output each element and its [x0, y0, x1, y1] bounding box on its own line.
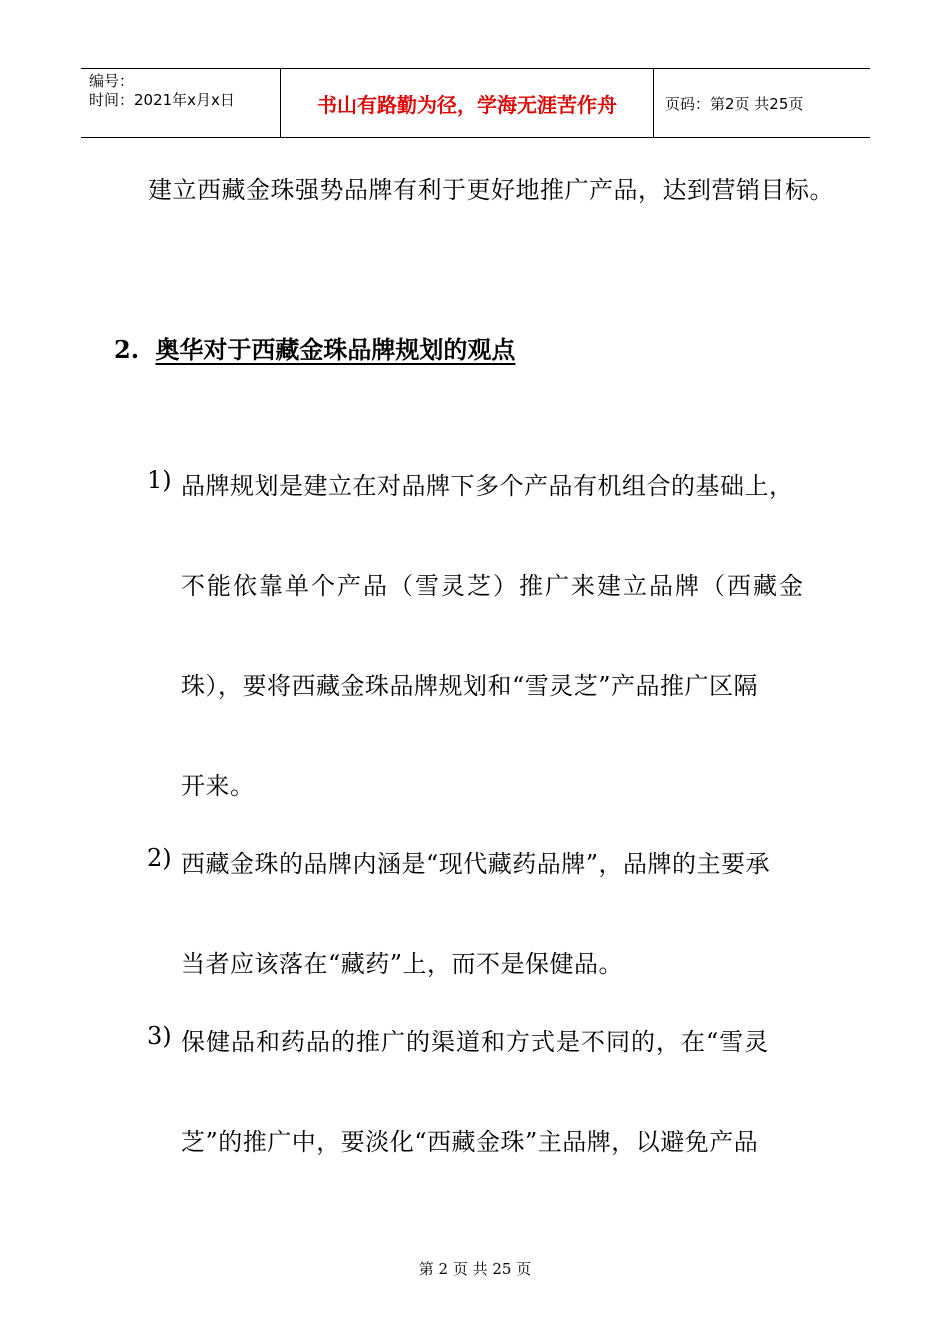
page-footer: 第 2 页 共 25 页: [418, 1260, 532, 1278]
item-line: 西藏金珠的品牌内涵是“现代藏药品牌”，品牌的主要承: [181, 850, 771, 878]
section-heading: [114, 330, 515, 365]
item-number: 2): [147, 844, 172, 872]
item-line: 珠），要将西藏金珠品牌规划和“雪灵芝”产品推广区隔: [181, 672, 759, 700]
page-header: [81, 68, 870, 138]
intro-line: 建立西藏金珠强势品牌有利于更好地推广产品，达到营销目标。: [148, 176, 834, 204]
header-page: [653, 69, 870, 137]
number-label: 编号：: [89, 72, 135, 90]
item-line: 当者应该落在“藏药”上，而不是保健品。: [181, 950, 624, 978]
motto-text: 书山有路勤为径，学海无涯苦作舟: [317, 92, 617, 117]
section-title: 奥华对于西藏金珠品牌规划的观点: [155, 335, 516, 364]
header-meta: [81, 69, 281, 137]
item-line: 芝”的推广中，要淡化“西藏金珠”主品牌，以避免产品: [181, 1128, 759, 1156]
item-line: 不能依靠单个产品（雪灵芝）推广来建立品牌（西藏金: [181, 572, 805, 600]
item-line: 品牌规划是建立在对品牌下多个产品有机组合的基础上，: [181, 472, 794, 500]
date-label: 时间：2021年x月x日: [89, 91, 235, 109]
header-motto: [281, 69, 654, 137]
item-line: 保健品和药品的推广的渠道和方式是不同的，在“雪灵: [181, 1028, 770, 1056]
item-number: 1): [147, 466, 172, 494]
page-label: 页码：第2页 共25页: [665, 94, 804, 113]
section-number: 2.: [114, 335, 140, 364]
item-line: 开来。: [181, 772, 255, 800]
item-number: 3): [147, 1022, 172, 1050]
